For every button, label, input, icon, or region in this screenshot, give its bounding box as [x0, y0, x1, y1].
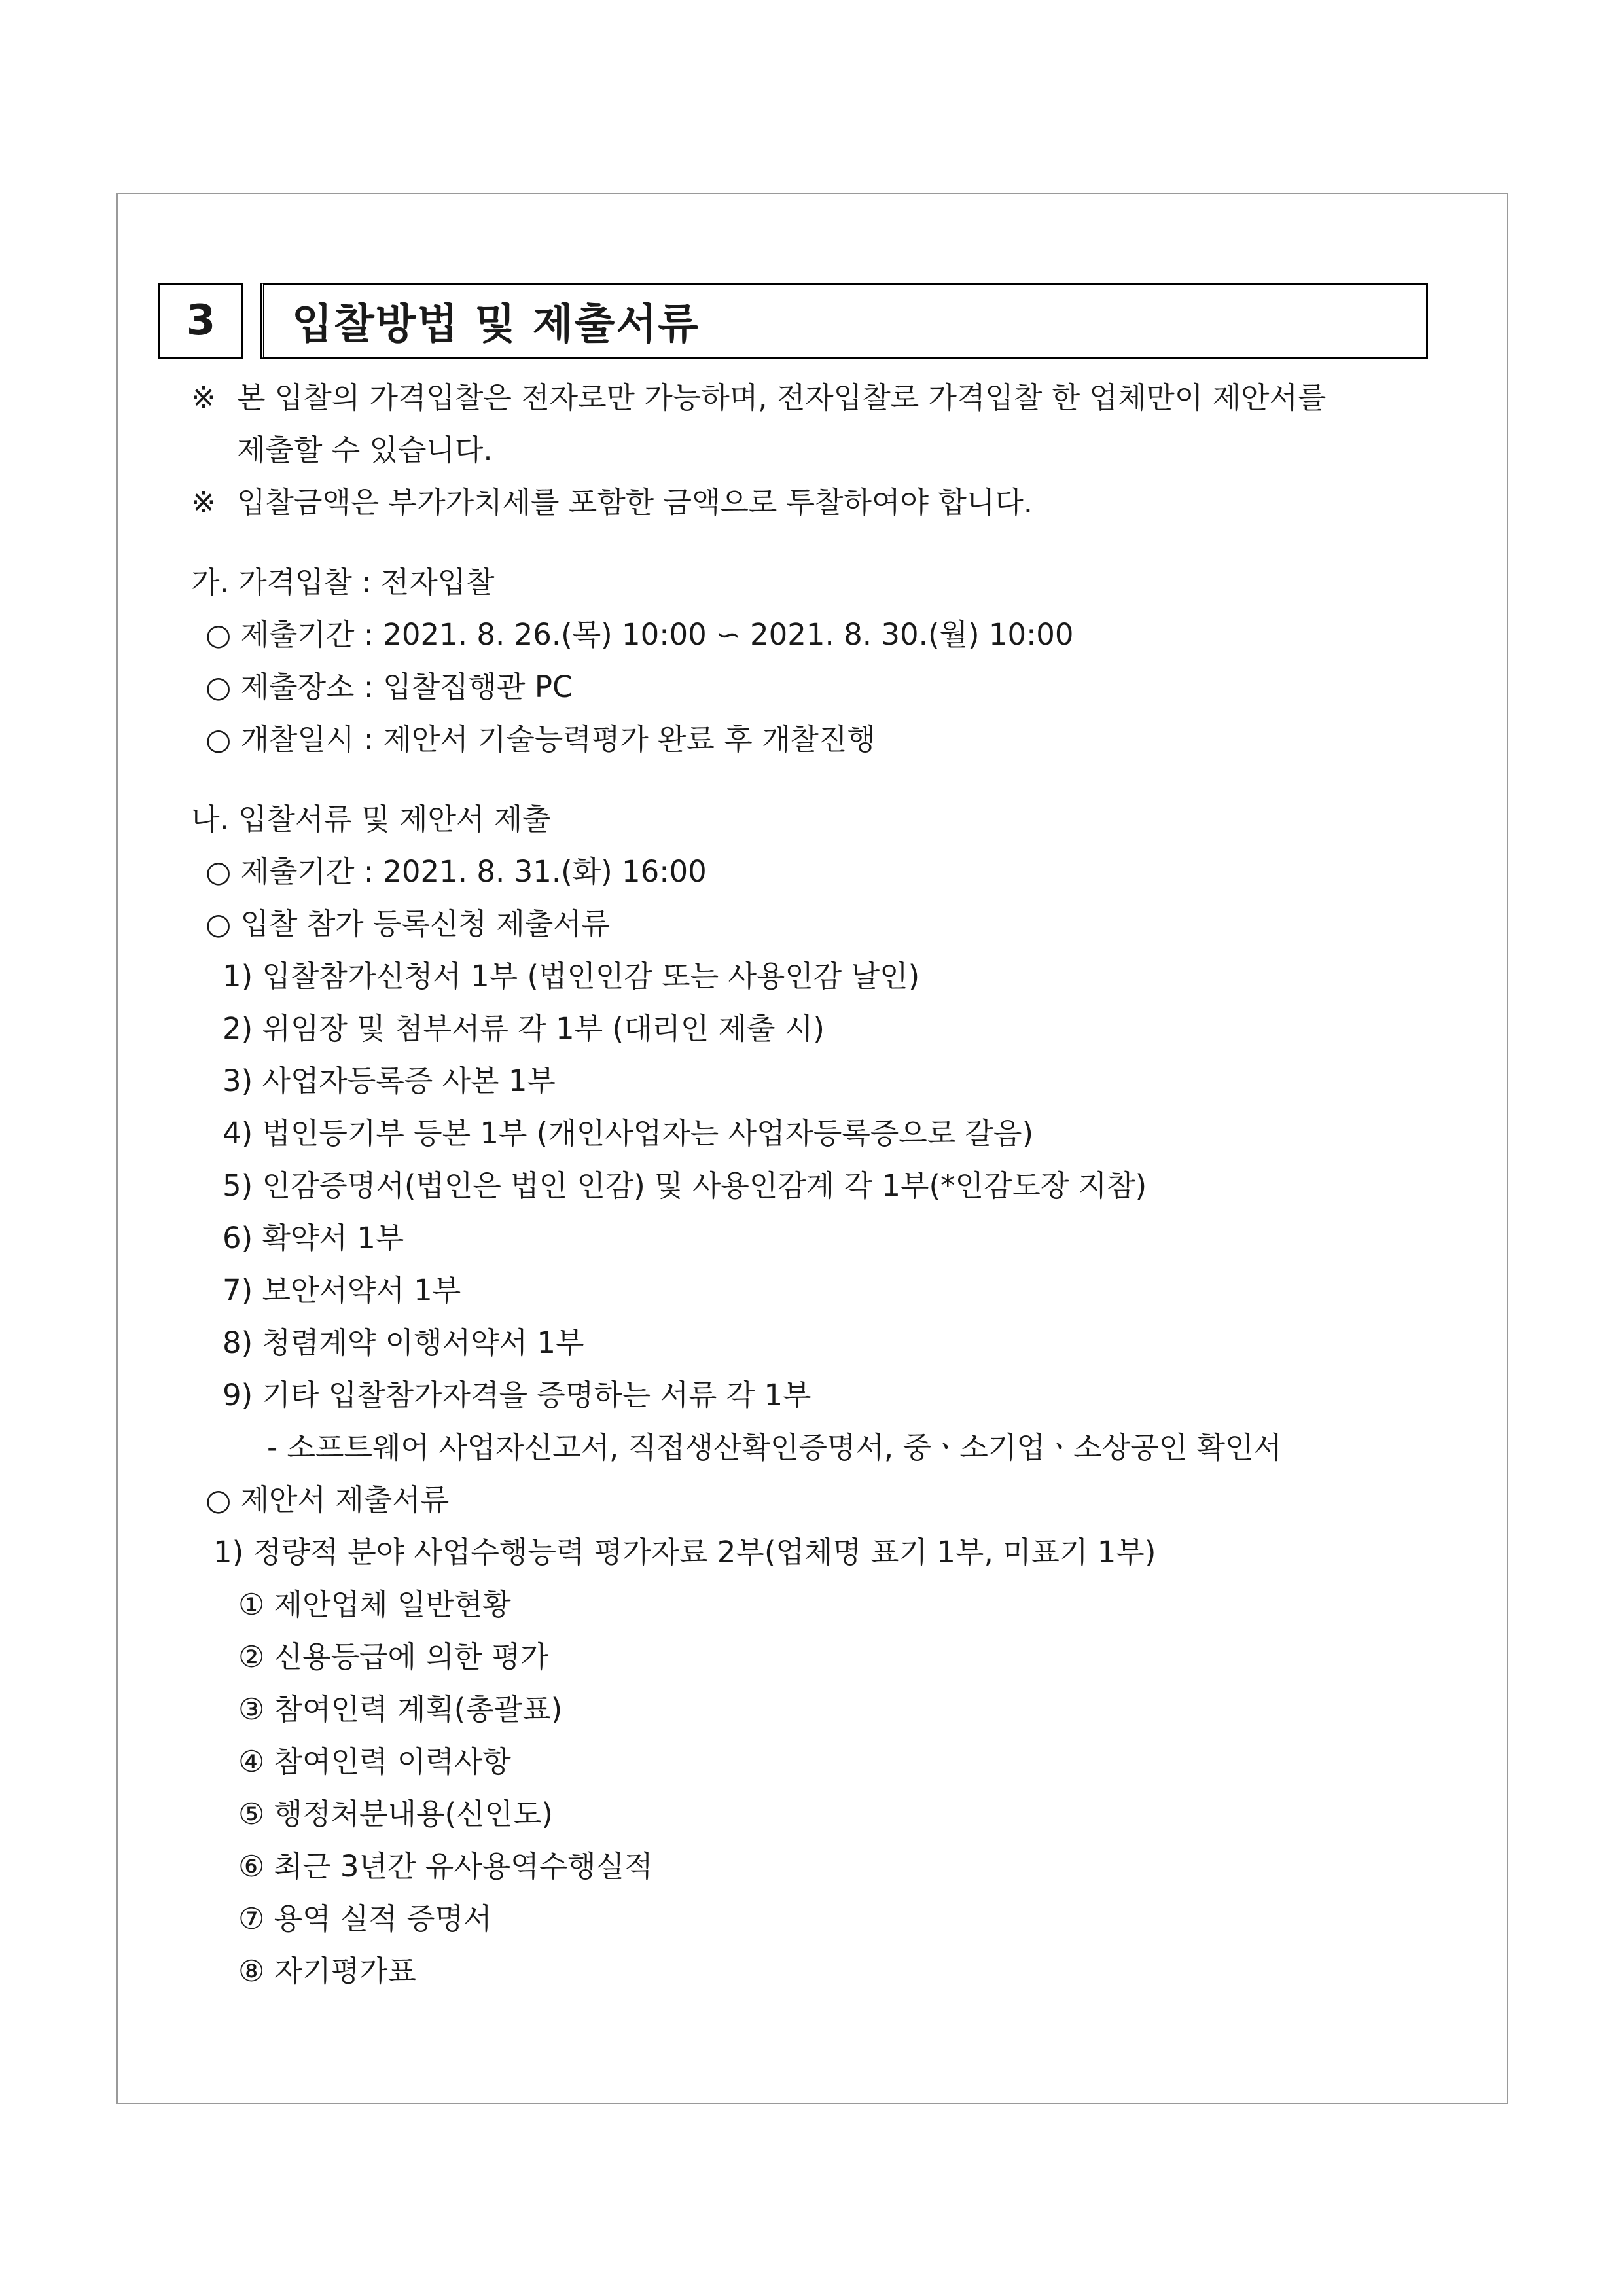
- part-a-heading: 가. 가격입찰 : 전자입찰: [191, 565, 495, 600]
- note-text: 본 입찰의 가격입찰은 전자로만 가능하며, 전자입찰로 가격입찰 한 업체만이 제안서를: [237, 380, 1327, 415]
- note-mark: ※: [191, 380, 216, 415]
- registration-item: 2) 위임장 및 첨부서류 각 1부 (대리인 제출 시): [223, 1011, 825, 1046]
- section-number: 3: [158, 283, 243, 359]
- registration-item: 9) 기타 입찰참가자격을 증명하는 서류 각 1부: [223, 1378, 812, 1412]
- registration-item: 4) 법인등기부 등본 1부 (개인사업자는 사업자등록증으로 갈음): [223, 1116, 1034, 1151]
- proposal-subitem: ⑦ 용역 실적 증명서: [238, 1901, 492, 1936]
- part-a-item: ○ 제출기간 : 2021. 8. 26.(목) 10:00 ∽ 2021. 8. 30.(월) 10:00: [205, 617, 1074, 652]
- proposal-item: 1) 정량적 분야 사업수행능력 평가자료 2부(업체명 표기 1부, 미표기 1부): [213, 1535, 1156, 1570]
- proposal-subitem: ⑧ 자기평가표: [238, 1954, 416, 1988]
- registration-item: 7) 보안서약서 1부: [223, 1273, 461, 1308]
- part-a-item: ○ 제출장소 : 입찰집행관 PC: [205, 670, 573, 704]
- registration-item: 3) 사업자등록증 사본 1부: [223, 1064, 556, 1098]
- proposal-subitem: ② 신용등급에 의한 평가: [238, 1640, 549, 1674]
- note-text: 제출할 수 있습니다.: [237, 433, 493, 467]
- registration-subitem: - 소프트웨어 사업자신고서, 직접생산확인증명서, 중ㆍ소기업ㆍ소상공인 확인서: [267, 1430, 1282, 1465]
- note-mark: ※: [191, 485, 216, 520]
- proposal-subitem: ⑥ 최근 3년간 유사용역수행실적: [238, 1849, 653, 1884]
- registration-item: 6) 확약서 1부: [223, 1221, 404, 1255]
- proposal-subitem: ③ 참여인력 계획(총괄표): [238, 1692, 563, 1727]
- note-text: 입찰금액은 부가가치세를 포함한 금액으로 투찰하여야 합니다.: [237, 485, 1033, 520]
- proposal-heading: ○ 제안서 제출서류: [205, 1482, 450, 1517]
- proposal-subitem: ⑤ 행정처분내용(신인도): [238, 1797, 553, 1831]
- registration-item: 5) 인감증명서(법인은 법인 인감) 및 사용인감계 각 1부(*인감도장 지참): [223, 1168, 1147, 1203]
- part-b-heading: 나. 입찰서류 및 제안서 제출: [191, 802, 551, 836]
- section-title: 입찰방법 및 제출서류: [260, 283, 1428, 359]
- section-header: [158, 283, 1428, 359]
- part-a-item: ○ 개찰일시 : 제안서 기술능력평가 완료 후 개찰진행: [205, 722, 876, 757]
- registration-item: 8) 청렴계약 이행서약서 1부: [223, 1325, 584, 1360]
- registration-heading: ○ 입찰 참가 등록신청 제출서류: [205, 906, 611, 941]
- part-b-period: ○ 제출기간 : 2021. 8. 31.(화) 16:00: [205, 854, 707, 889]
- proposal-subitem: ④ 참여인력 이력사항: [238, 1744, 511, 1779]
- proposal-subitem: ① 제안업체 일반현황: [238, 1587, 511, 1622]
- registration-item: 1) 입찰참가신청서 1부 (법인인감 또는 사용인감 날인): [223, 959, 920, 994]
